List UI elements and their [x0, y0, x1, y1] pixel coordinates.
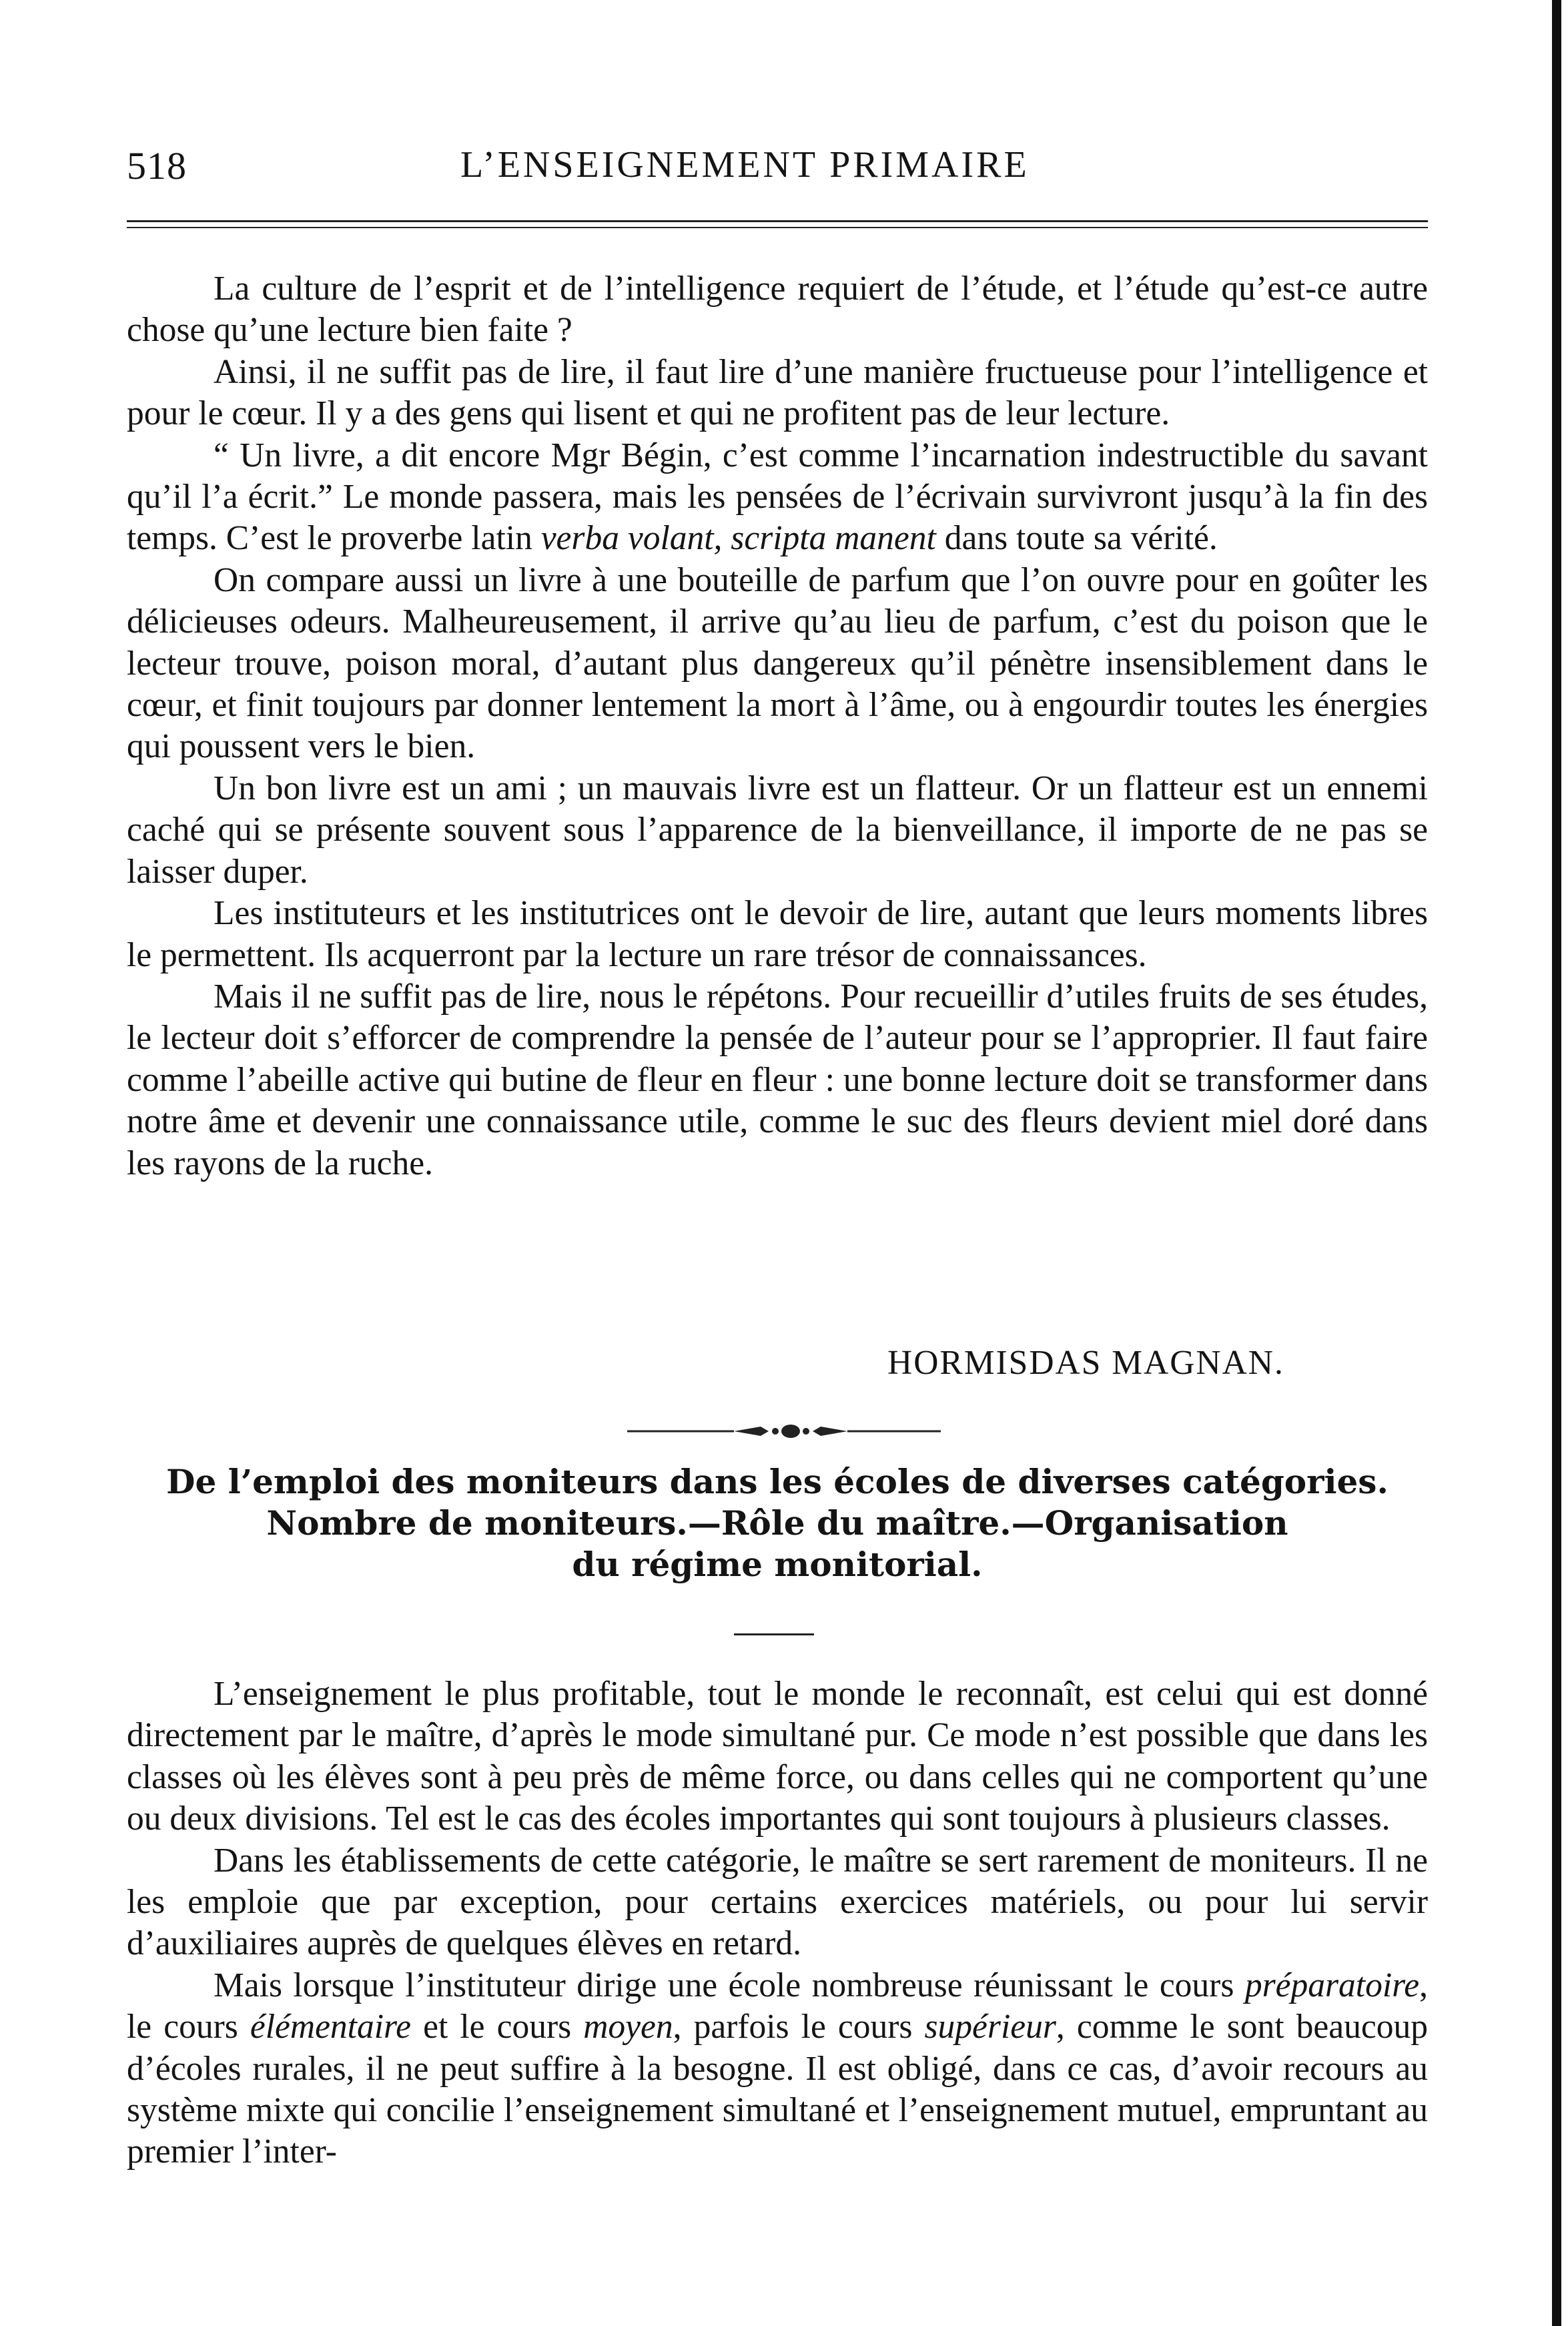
- paragraph: On compare aussi un livre à une bouteille de parfum que l’on ouvre pour en goûter les délicieuses odeurs. Malheureusement, il arrive qu’au lieu de parfum, c’est du poison que le lecteur trouve, poison moral, d’autant plus dangereux qu’il pénètre insensiblement dans le cœur, et finit toujours par donner lentement la mort à l’âme, ou à engourdir toutes les énergies qui poussent vers le bien.: [127, 560, 1428, 766]
- section-ornament-divider: [627, 1418, 941, 1445]
- paragraph: Les instituteurs et les institutrices ont le devoir de lire, autant que leurs moments libres le permettent. Ils acquerront par la lecture un rare trésor de connaissances.: [127, 894, 1428, 974]
- text-run: “ Un livre, a dit encore Mgr Bégin, c’est comme l’incarnation indestructible du savant qu’il l’a écrit.” Le monde passera, mais les pensées de l’écrivain survivront jusqu’à la fin des temps. C’est le proverbe latin: [127, 436, 1428, 558]
- heading-line: De l’emploi des moniteurs dans les écoles de diverses catégories.: [166, 1462, 1389, 1501]
- paragraph: Mais il ne suffit pas de lire, nous le répétons. Pour recueillir d’utiles fruits de ses études, le lecteur doit s’efforcer de comprendre la pensée de l’auteur pour se l’approprier. Il faut faire comme l’abeille active qui butine de fleur en fleur : une bonne lecture doit se transformer dans notre âme et devenir une connaissance utile, comme le suc des fleurs devient miel doré dans les rayons de la ruche.: [127, 977, 1428, 1182]
- text-run: Mais lorsque l’instituteur dirige une école nombreuse réunissant le cours: [214, 1966, 1245, 2004]
- course-name: préparatoire: [1244, 1966, 1420, 2004]
- paragraph: Ainsi, il ne suffit pas de lire, il faut lire d’une manière fructueuse pour l’intelligence et pour le cœur. Il y a des gens qui lisent et qui ne profitent pas de leur lecture.: [127, 352, 1428, 433]
- article-heading: [127, 1461, 1428, 1585]
- heading-line: du régime monitorial.: [572, 1545, 983, 1584]
- paragraph: L’enseignement le plus profitable, tout le monde le reconnaît, est celui qui est donné directement par le maître, d’après le mode simultané pur. Ce mode n’est possible que dans les classes où les élèves sont à peu près de même force, ou dans celles qui ne comportent qu’une ou deux divisions. Tel est le cas des écoles importantes qui sont toujours à plusieurs classes.: [127, 1675, 1428, 1838]
- paragraph: Un bon livre est un ami ; un mauvais livre est un flatteur. Or un flatteur est un ennemi caché qui se présente souvent sous l’apparence de la bienveillance, il importe de ne pas se laisser duper.: [127, 769, 1428, 891]
- heading-short-rule: [734, 1633, 814, 1635]
- page-edge-shadow: [1552, 0, 1561, 2326]
- text-run: , parfois le cours: [673, 2008, 925, 2046]
- page-number: 518: [127, 144, 187, 187]
- latin-proverb: verba volant, scripta manent: [540, 519, 936, 558]
- header-double-rule: [127, 220, 1428, 228]
- article-monitors: [127, 1673, 1428, 2173]
- author-signature: HORMISDAS MAGNAN.: [887, 1344, 1284, 1382]
- text-run: dans toute sa vérité.: [935, 519, 1218, 558]
- running-head: L’ENSEIGNEMENT PRIMAIRE: [460, 144, 1030, 185]
- text-run: , le cours: [127, 1966, 1428, 2046]
- paragraph: Dans les établissements de cette catégorie, le maître se sert rarement de moniteurs. Il ne les emploie que par exception, pour certains exercices matériels, ou pour lui servir d’auxiliaires auprès de quelques élèves en retard.: [127, 1841, 1428, 1963]
- course-name: moyen: [583, 2008, 673, 2046]
- heading-line: Nombre de moniteurs.—Rôle du maître.—Organisation: [266, 1503, 1288, 1543]
- paragraph: [127, 1965, 1428, 2173]
- text-run: , comme le sont beaucoup d’écoles rurales, il ne peut suffire à la besogne. Il est obligé, dans ce cas, d’avoir recours au système mixte qui concilie l’enseignement simultané et l’enseignement mutuel, empruntant au premier l’inter-: [127, 2008, 1428, 2171]
- paragraph: La culture de l’esprit et de l’intelligence requiert de l’étude, et l’étude qu’est-ce autre chose qu’une lecture bien faite ?: [127, 270, 1428, 350]
- text-run: et le cours: [411, 2008, 584, 2046]
- article-reading: [127, 268, 1428, 1184]
- course-name: élémentaire: [250, 2008, 412, 2046]
- course-name: supérieur: [924, 2008, 1056, 2046]
- paragraph: [127, 435, 1428, 560]
- page-header: [127, 143, 1428, 204]
